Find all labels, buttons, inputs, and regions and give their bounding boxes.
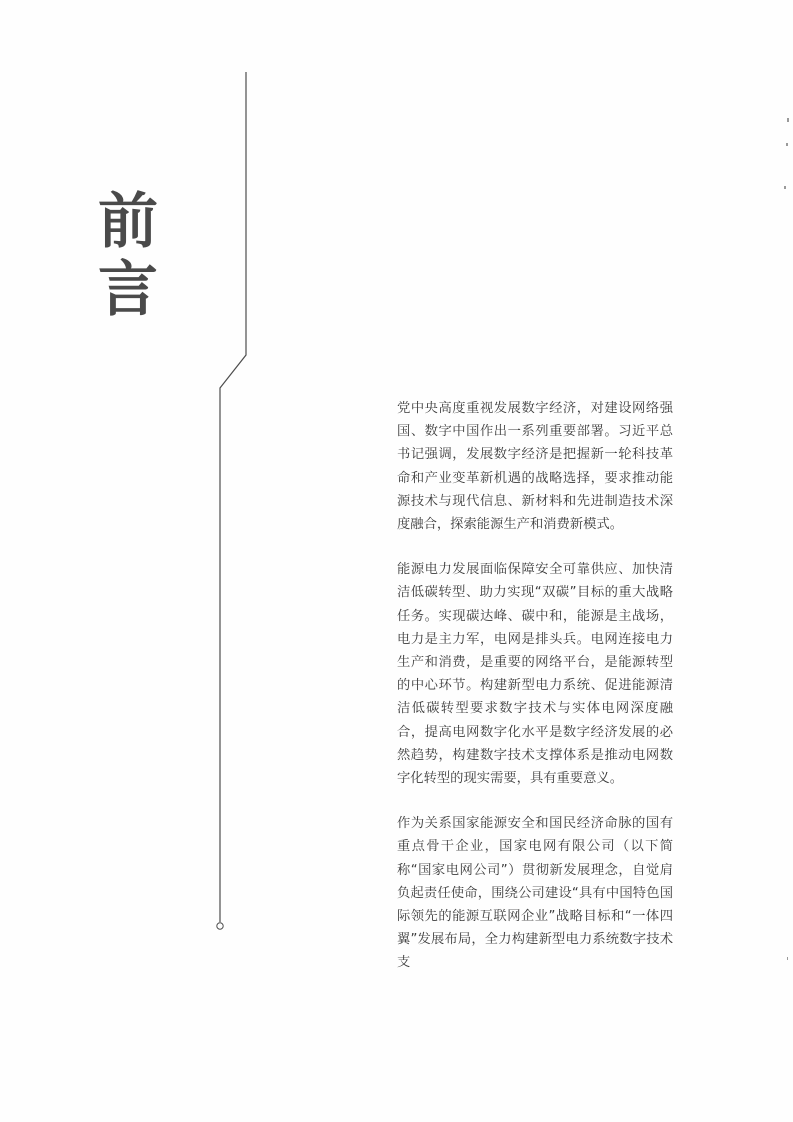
paragraph-1: 党中央高度重视发展数字经济，对建设网络强国、数字中国作出一系列重要部署。习近平总书记强调，发展数字经济是把握新一轮科技革命和产业变革新机遇的战略选择，要求推动能源技术与现代信息、新材料和先进制造技术深度融合，探索能源生产和消费新模式。: [397, 401, 673, 533]
scan-artifact-mark: [784, 186, 786, 189]
scan-artifact-mark: [786, 143, 788, 146]
divider-polyline: [220, 72, 246, 922]
scan-artifact-mark: [787, 957, 788, 960]
page-title-char-2: 言: [98, 255, 158, 325]
preface-body: [397, 397, 673, 997]
divider-end-circle: [217, 923, 223, 929]
scan-artifact-mark: [787, 118, 789, 122]
page-title-char-1: 前: [98, 187, 158, 257]
paragraph-2: 能源电力发展面临保障安全可靠供应、加快清洁低碳转型、助力实现“双碳”目标的重大战略任务。实现碳达峰、碳中和，能源是主战场，电力是主力军，电网是排头兵。电网连接电力生产和消费，是重要的网络平台，是能源转型的中心环节。构建新型电力系统、促进能源清洁低碳转型要求数字技术与实体电网深度融合，提高电网数字化水平是数字经济发展的必然趋势，构建数字技术支撑体系是推动电网数字化转型的现实需要，具有重要意义。: [397, 562, 673, 787]
paragraph-3: 作为关系国家能源安全和国民经济命脉的国有重点骨干企业，国家电网有限公司（以下简称“国家电网公司”）贯彻新发展理念，自觉肩负起责任使命，围绕公司建设“具有中国特色国际领先的能源互联网企业”战略目标和“一体四翼”发展布局，全力构建新型电力系统数字技术支: [397, 816, 673, 971]
